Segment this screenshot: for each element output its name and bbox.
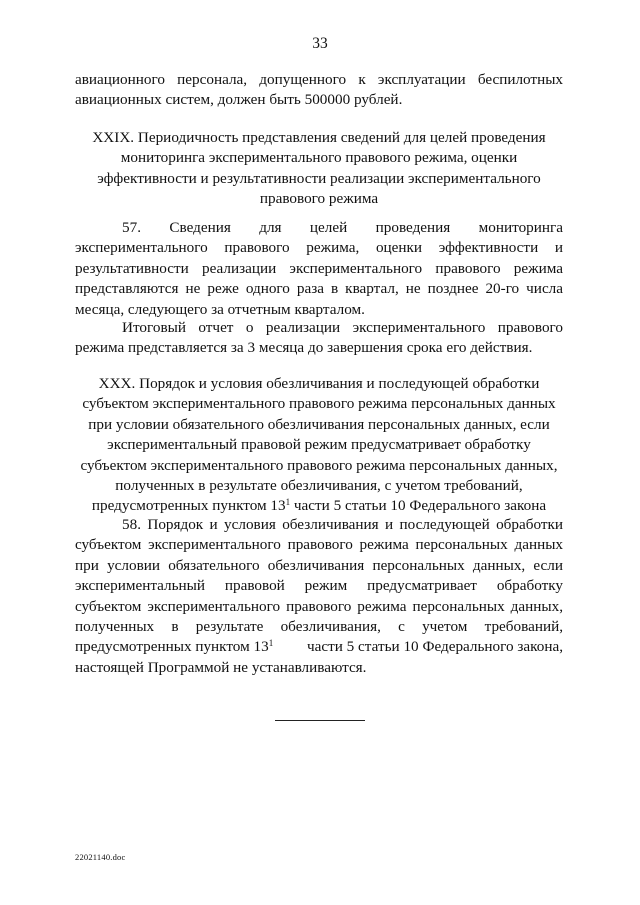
heading-line: при условии обязательного обезличивания персональных данных, если bbox=[88, 415, 550, 433]
footer-doc-code: 22021140.doc bbox=[75, 852, 126, 862]
continuation-paragraph bbox=[75, 70, 563, 111]
text-line: результативности реализации экспериментального правового режима bbox=[75, 259, 563, 277]
reference-text: части 5 статьи 10 Федерального закона, bbox=[306, 638, 563, 656]
text-line: авиационного персонала, допущенного к эксплуатации беспилотных bbox=[75, 71, 563, 88]
text-line: режима представляется за 3 месяца до завершения срока его действия. bbox=[75, 339, 533, 357]
reference-text bbox=[75, 637, 273, 657]
page-number: 33 bbox=[312, 35, 328, 52]
section-heading-29 bbox=[75, 128, 563, 210]
heading-line: правового режима bbox=[259, 190, 379, 208]
text-line: субъектом экспериментального правового режима персональных данных, bbox=[75, 597, 563, 615]
heading-line bbox=[75, 496, 563, 516]
superscript: 1 bbox=[268, 638, 274, 649]
heading-line: мониторинга экспериментального правового режима, оценки bbox=[120, 149, 518, 167]
text-line: представляются не реже одного раза в квартал, не позднее 20-го числа bbox=[75, 280, 563, 298]
heading-line: XXX. Порядок и условия обезличивания и последующей обработки bbox=[98, 375, 540, 392]
section-heading-30 bbox=[75, 374, 563, 517]
superscript: 1 bbox=[285, 497, 291, 508]
end-divider bbox=[275, 720, 365, 721]
text-line: субъектом экспериментального правового режима персональных данных bbox=[75, 536, 563, 554]
heading-line: экспериментальный правовой режим предусматривает обработку bbox=[107, 436, 531, 454]
heading-line: XXIX. Периодичность представления сведений для целей проведения bbox=[92, 129, 546, 146]
reference-text: предусмотренных пунктом 13 bbox=[91, 497, 286, 515]
text-line: месяца, следующего за отчетным кварталом. bbox=[75, 300, 365, 318]
heading-line: полученных в результате обезличивания, с учетом требований, bbox=[115, 477, 523, 495]
heading-line: субъектом экспериментального правового режима персональных данных, bbox=[80, 456, 558, 474]
text-line: 58. Порядок и условия обезличивания и последующей обработки bbox=[122, 516, 563, 533]
text-line: настоящей Программой не устанавливаются. bbox=[75, 658, 367, 676]
text-line bbox=[75, 637, 563, 657]
final-report-paragraph bbox=[75, 318, 563, 359]
text-line: авиационных систем, должен быть 500000 рублей. bbox=[75, 91, 403, 109]
heading-line: эффективности и результативности реализации экспериментального bbox=[97, 169, 541, 187]
paragraph-57 bbox=[75, 218, 563, 320]
text-line: полученных в результате обезличивания, с учетом требований, bbox=[75, 618, 563, 636]
text-line: экспериментальный правовой режим предусматривает обработку bbox=[75, 577, 563, 595]
text-line: при условии обязательного обезличивания персональных данных, если bbox=[75, 556, 563, 574]
reference-text: части 5 статьи 10 Федерального закона bbox=[290, 497, 547, 515]
text-line: 57. Сведения для целей проведения мониторинга bbox=[122, 219, 563, 236]
reference-text-part: предусмотренных пунктом 13 bbox=[75, 638, 269, 656]
text-line: экспериментального правового режима, оценки эффективности и bbox=[75, 239, 563, 257]
heading-line: субъектом экспериментального правового режима персональных данных bbox=[82, 395, 556, 413]
paragraph-58 bbox=[75, 515, 563, 678]
text-line: Итоговый отчет о реализации экспериментального правового bbox=[122, 319, 563, 336]
